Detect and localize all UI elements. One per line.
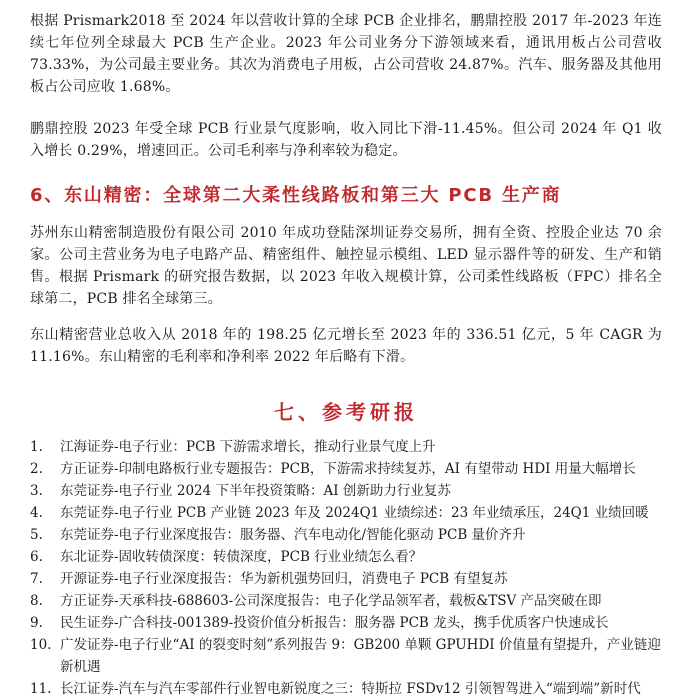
reference-number: 9. — [30, 615, 43, 631]
paragraph-pengding-ranking: 根据 Prismark2018 至 2024 年以营收计算的全球 PCB 企业排名，鹏鼎控股 2017 年-2023 年连续七年位列全球最大 PCB 生产企业。2023 年公司业务分下游领域来看，通讯用板占公司营收 73.33%，为公司最主要业务。其次为消费电子用板，占公司营收 24.87%。汽车、服务器及其他用板占公司应收 1.68%。 — [30, 13, 662, 95]
paragraph-dongshan-revenue: 东山精密营业总收入从 2018 年的 198.25 亿元增长至 2023 年的 336.51 亿元，5 年 CAGR 为 11.16%。东山精密的毛利率和净利率 2022 年后略有下滑。 — [30, 327, 662, 365]
section-7-heading: 七、参考研报 — [274, 400, 418, 424]
paragraph-dongshan-intro: 苏州东山精密制造股份有限公司 2010 年成功登陆深圳证券交易所，拥有全资、控股企业达 70 余家。公司主营业务为电子电路产品、精密组件、触控显示模组、LED 显示器件等的研发、生产和销售。根据 Prismark 的研究报告数据，以 2023 年收入规模计算，公司柔性线路板（FPC）排名全球第二，PCB 排名全球第三。 — [30, 225, 662, 307]
reference-text: 方正证券-印制电路板行业专题报告：PCB，下游需求持续复苏，AI 有望带动 HDI 用量大幅增长 — [60, 461, 636, 477]
reference-item — [30, 678, 662, 700]
reference-list — [30, 436, 662, 700]
reference-item — [30, 546, 662, 568]
reference-item — [30, 458, 662, 480]
reference-text: 东莞证券-电子行业 PCB 产业链 2023 年及 2024Q1 业绩综述：23 年业绩承压，24Q1 业绩回暖 — [60, 505, 649, 521]
section-6-heading: 6、东山精密：全球第二大柔性线路板和第三大 PCB 生产商 — [30, 185, 562, 206]
reference-number: 5. — [30, 527, 43, 543]
reference-item — [30, 436, 662, 458]
reference-number: 1. — [30, 439, 43, 455]
reference-text: 江海证券-电子行业：PCB 下游需求增长，推动行业景气度上升 — [60, 439, 436, 455]
reference-text: 东莞证券-电子行业 2024 下半年投资策略：AI 创新助力行业复苏 — [60, 483, 451, 499]
reference-number: 11. — [30, 681, 52, 697]
reference-item — [30, 502, 662, 524]
reference-number: 3. — [30, 483, 43, 499]
reference-text: 长江证券-汽车与汽车零部件行业智电新锐度之三：特斯拉 FSDv12 引领智驾进入“端到端”新时代 — [60, 681, 641, 697]
reference-text: 广发证券-电子行业“AI 的裂变时刻”系列报告 9：GB200 单颗 GPUHDI 价值量有望提升，产业链迎新机遇 — [60, 637, 661, 675]
reference-text: 民生证券-广合科技-001389-投资价值分析报告：服务器 PCB 龙头，携手优质客户快速成长 — [60, 615, 609, 631]
reference-number: 2. — [30, 461, 43, 477]
reference-number: 4. — [30, 505, 43, 521]
reference-text: 开源证券-电子行业深度报告：华为新机强势回归，消费电子 PCB 有望复苏 — [60, 571, 508, 587]
reference-item — [30, 590, 662, 612]
reference-number: 8. — [30, 593, 43, 609]
reference-item — [30, 568, 662, 590]
reference-text: 东北证券-固收转债深度：转债深度，PCB 行业业绩怎么看？ — [60, 549, 423, 565]
reference-number: 6. — [30, 549, 43, 565]
reference-item — [30, 634, 662, 678]
reference-item — [30, 480, 662, 502]
reference-text: 东莞证券-电子行业深度报告：服务器、汽车电动化/智能化驱动 PCB 量价齐升 — [60, 527, 526, 543]
reference-number: 7. — [30, 571, 43, 587]
reference-text: 方正证券-天承科技-688603-公司深度报告：电子化学品领军者，载板&TSV 产品突破在即 — [60, 593, 602, 609]
reference-number: 10. — [30, 637, 52, 653]
reference-item — [30, 524, 662, 546]
reference-item — [30, 612, 662, 634]
paragraph-pengding-revenue: 鹏鼎控股 2023 年受全球 PCB 行业景气度影响，收入同比下滑-11.45%。但公司 2024 年 Q1 收入增长 0.29%，增速回正。公司毛利率与净利率较为稳定。 — [30, 121, 662, 159]
